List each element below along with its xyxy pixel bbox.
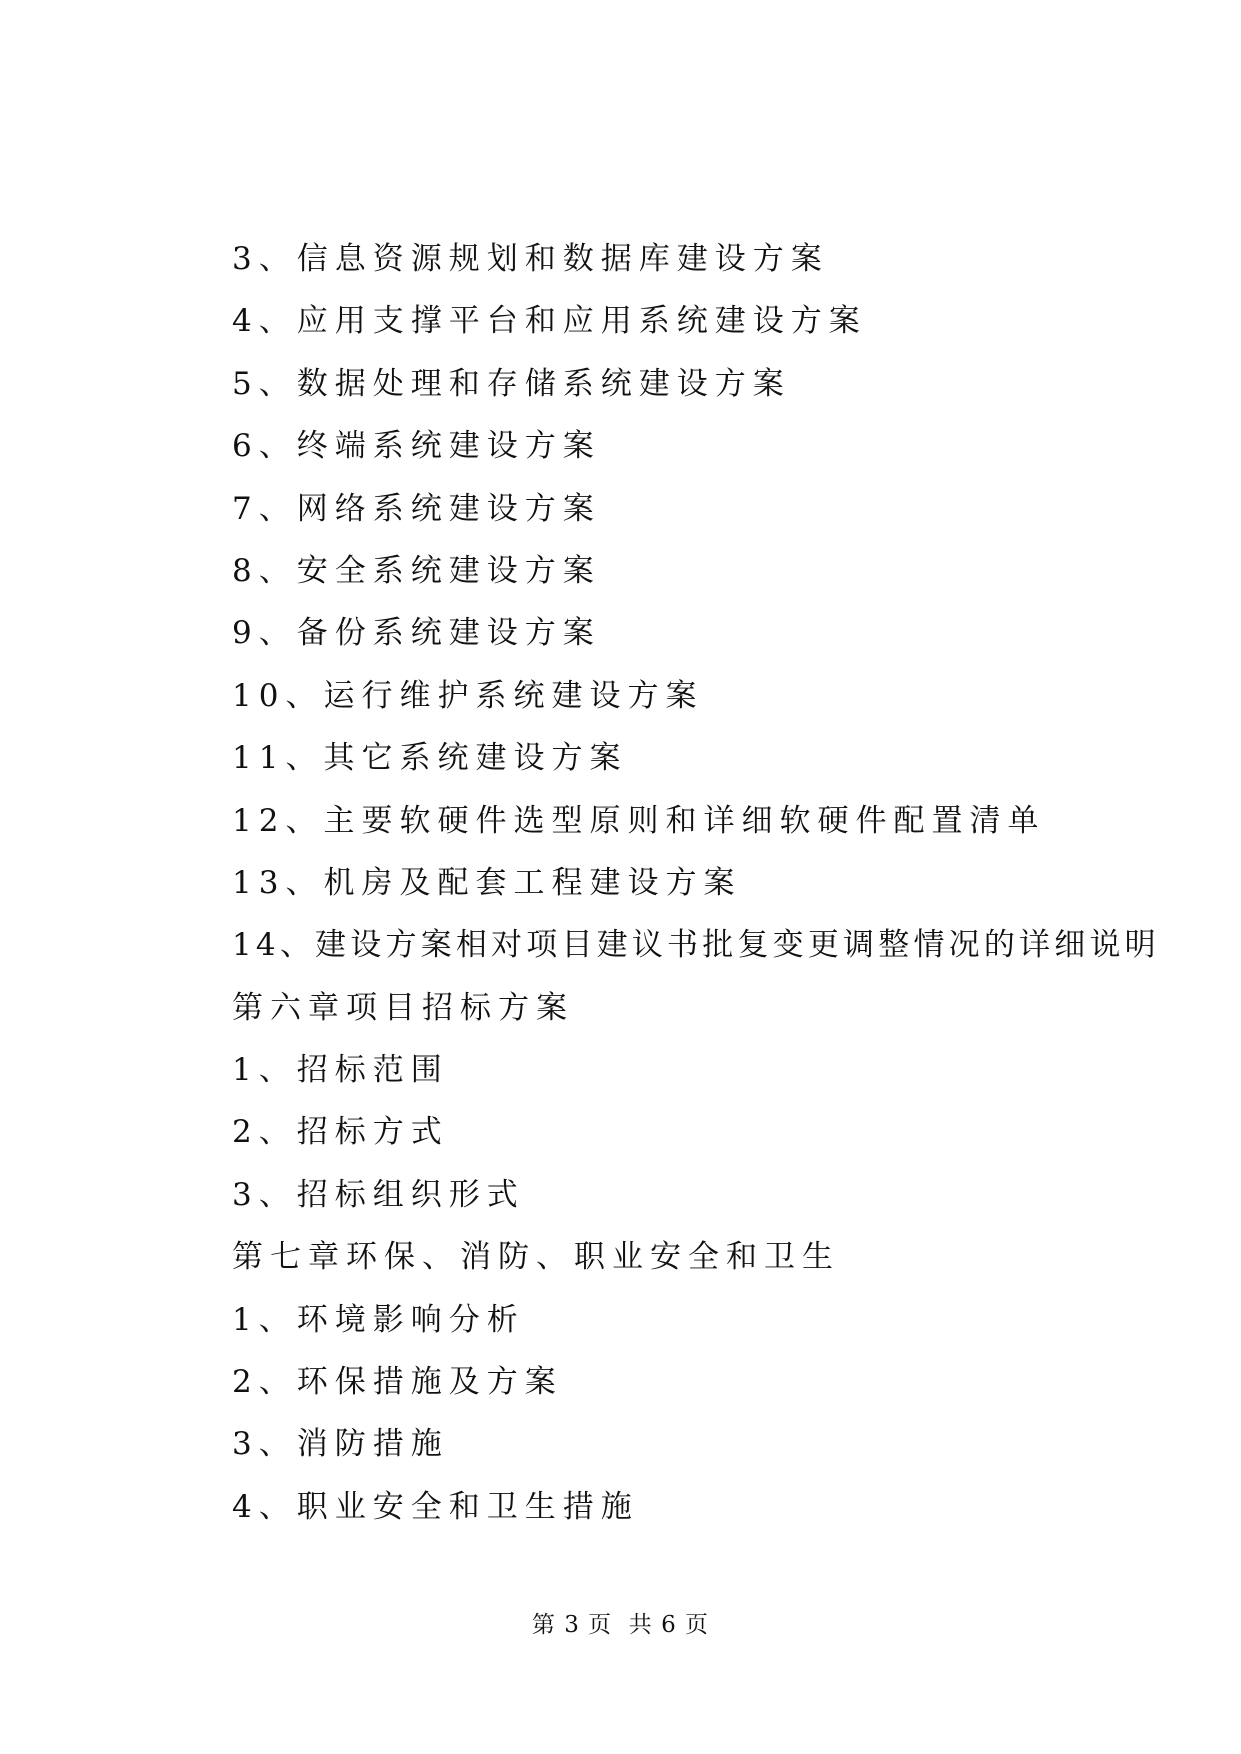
list-item: 7、网络系统建设方案 bbox=[232, 490, 601, 527]
list-item: 4、应用支撑平台和应用系统建设方案 bbox=[232, 303, 867, 340]
list-item: 2、环保措施及方案 bbox=[232, 1364, 563, 1401]
page-number-footer: 第 3 页 共 6 页 bbox=[531, 1612, 710, 1638]
list-item: 6、终端系统建设方案 bbox=[232, 428, 601, 465]
list-item: 4、职业安全和卫生措施 bbox=[232, 1488, 639, 1525]
list-item: 10、运行维护系统建设方案 bbox=[232, 677, 704, 714]
list-item: 8、安全系统建设方案 bbox=[232, 552, 601, 589]
list-item: 13、机房及配套工程建设方案 bbox=[232, 864, 742, 901]
list-item: 11、其它系统建设方案 bbox=[232, 740, 628, 777]
list-item: 12、主要软硬件选型原则和详细软硬件配置清单 bbox=[232, 802, 1046, 839]
list-item: 3、信息资源规划和数据库建设方案 bbox=[232, 241, 829, 277]
chapter-heading: 第七章环保、消防、职业安全和卫生 bbox=[232, 1239, 840, 1276]
chapter-heading: 第六章项目招标方案 bbox=[232, 989, 574, 1026]
list-item: 1、环境影响分析 bbox=[232, 1301, 525, 1338]
document-body bbox=[232, 228, 1160, 1538]
list-item: 2、招标方式 bbox=[232, 1114, 449, 1151]
list-item: 9、备份系统建设方案 bbox=[232, 615, 601, 652]
list-item: 14、建设方案相对项目建议书批复变更调整情况的详细说明 bbox=[232, 927, 1160, 964]
list-item: 5、数据处理和存储系统建设方案 bbox=[232, 365, 791, 402]
list-item: 1、招标范围 bbox=[232, 1052, 449, 1089]
list-item: 3、招标组织形式 bbox=[232, 1176, 525, 1213]
list-item: 3、消防措施 bbox=[232, 1426, 449, 1463]
